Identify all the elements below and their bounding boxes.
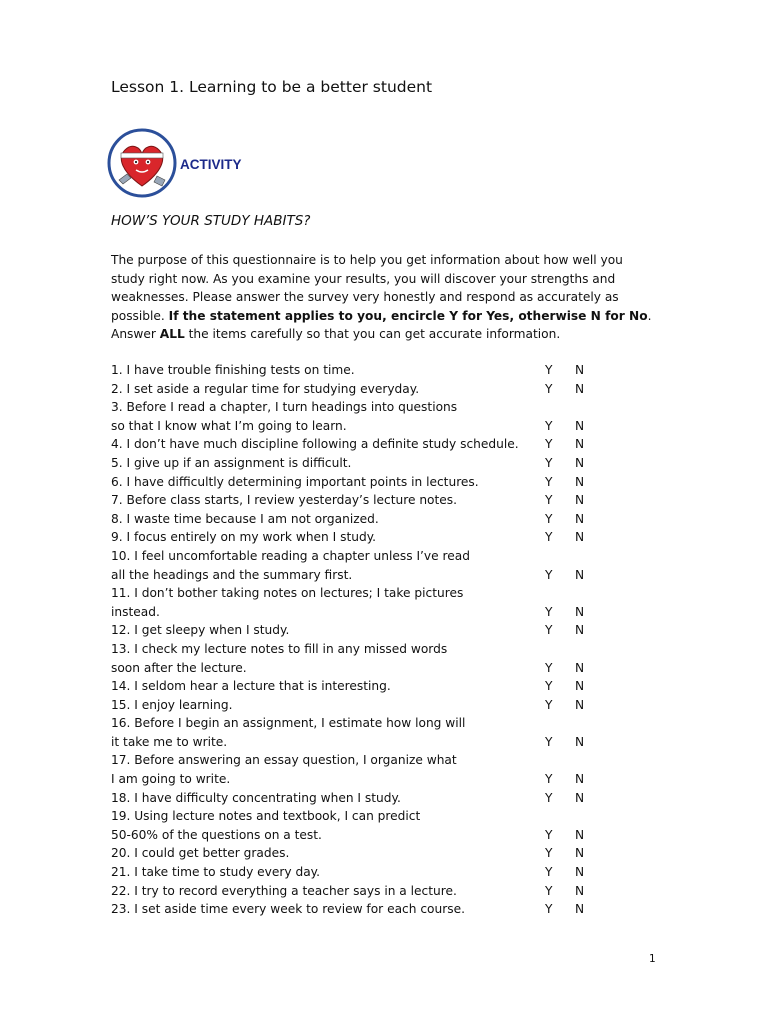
questionnaire-item — [111, 435, 611, 454]
item-statement: 3. Before I read a chapter, I turn headings into questions so that I know what I’m going to learn. — [111, 400, 458, 433]
intro-text-3: the items carefully so that you can get accurate information. — [184, 327, 561, 342]
questionnaire-list — [111, 361, 611, 919]
no-option[interactable]: N — [575, 679, 585, 694]
yes-option[interactable]: Y — [545, 604, 553, 619]
questionnaire-item — [111, 547, 611, 584]
questionnaire-item — [111, 640, 611, 677]
questionnaire-item — [111, 882, 611, 901]
no-option[interactable]: N — [575, 381, 585, 396]
yes-option[interactable]: Y — [545, 865, 553, 880]
no-option[interactable]: N — [575, 604, 585, 619]
yes-option[interactable]: Y — [545, 883, 553, 898]
yes-option[interactable]: Y — [545, 474, 553, 489]
questionnaire-item — [111, 454, 611, 473]
item-statement: 9. I focus entirely on my work when I study. — [111, 530, 377, 545]
questionnaire-item — [111, 361, 611, 380]
questionnaire-item — [111, 380, 611, 399]
yes-option[interactable]: Y — [545, 697, 553, 712]
item-statement: 20. I could get better grades. — [111, 846, 290, 861]
no-option[interactable]: N — [575, 623, 585, 638]
questionnaire-item — [111, 900, 611, 919]
item-statement: 16. Before I begin an assignment, I estimate how long will it take me to write. — [111, 716, 466, 749]
item-statement: 15. I enjoy learning. — [111, 697, 233, 712]
questionnaire-item — [111, 807, 611, 844]
item-statement: 10. I feel uncomfortable reading a chapter unless I’ve read all the headings and the summary first. — [111, 548, 470, 582]
yes-option[interactable]: Y — [545, 363, 553, 377]
no-option[interactable]: N — [575, 734, 585, 749]
yes-option[interactable]: Y — [545, 493, 553, 508]
yes-option[interactable]: Y — [545, 846, 553, 861]
questionnaire-item — [111, 696, 611, 715]
lesson-title: Lesson 1. Learning to be a better student — [111, 78, 433, 96]
no-option[interactable]: N — [575, 455, 585, 470]
item-statement: 1. I have trouble finishing tests on time. — [111, 363, 355, 377]
item-statement: 12. I get sleepy when I study. — [111, 623, 290, 638]
questionnaire-item — [111, 510, 611, 529]
questionnaire-item — [111, 677, 611, 696]
item-statement: 13. I check my lecture notes to fill in any missed words soon after the lecture. — [111, 641, 448, 675]
item-statement: 17. Before answering an essay question, I organize what I am going to write. — [111, 753, 457, 787]
no-option[interactable]: N — [575, 418, 585, 433]
yes-option[interactable]: Y — [545, 660, 553, 675]
intro-text-1: The purpose of this questionnaire is to help you get information about how well you study right now. As you examine your results, you will discover your strengths and weaknesses. Please answer the survey very honestly and respond as accurately as possible. — [111, 253, 623, 323]
item-statement: 14. I seldom hear a lecture that is interesting. — [111, 679, 391, 694]
item-statement: 18. I have difficulty concentrating when I study. — [111, 790, 401, 805]
no-option[interactable]: N — [575, 363, 585, 377]
yes-option[interactable]: Y — [545, 567, 553, 582]
questionnaire-item — [111, 789, 611, 808]
questionnaire-item — [111, 398, 611, 435]
yes-option[interactable]: Y — [545, 790, 553, 805]
no-option[interactable]: N — [575, 567, 585, 582]
item-statement: 8. I waste time because I am not organized. — [111, 511, 379, 526]
item-statement: 6. I have difficultly determining important points in lectures. — [111, 474, 479, 489]
no-option[interactable]: N — [575, 827, 585, 842]
intro-all: ALL — [159, 327, 185, 342]
item-statement: 19. Using lecture notes and textbook, I can predict 50-60% of the questions on a test. — [111, 809, 421, 842]
no-option[interactable]: N — [575, 790, 585, 805]
item-statement: 5. I give up if an assignment is difficult. — [111, 455, 352, 470]
item-statement: 22. I try to record everything a teacher says in a lecture. — [111, 883, 457, 898]
yes-option[interactable]: Y — [545, 902, 553, 917]
no-option[interactable]: N — [575, 846, 585, 861]
no-option[interactable]: N — [575, 493, 585, 508]
yes-option[interactable]: Y — [545, 772, 553, 787]
yes-option[interactable]: Y — [545, 381, 553, 396]
item-statement: 4. I don’t have much discipline following a definite study schedule. — [111, 437, 519, 452]
intro-instruction: If the statement applies to you, encircle Y for Yes, otherwise N for No — [168, 308, 648, 323]
item-statement: 11. I don’t bother taking notes on lectures; I take pictures instead. — [111, 586, 464, 619]
no-option[interactable]: N — [575, 697, 585, 712]
no-option[interactable]: N — [575, 474, 585, 489]
no-option[interactable]: N — [575, 865, 585, 880]
heart-mascot-icon — [107, 128, 177, 198]
item-statement: 23. I set aside time every week to review for each course. — [111, 902, 465, 917]
item-statement: 2. I set aside a regular time for studying everyday. — [111, 381, 420, 396]
yes-option[interactable]: Y — [545, 623, 553, 638]
questionnaire-item — [111, 863, 611, 882]
intro-text-2: . Answer — [111, 308, 652, 342]
questionnaire-item — [111, 714, 611, 751]
item-statement: 21. I take time to study every day. — [111, 865, 321, 880]
page-number: 1 — [649, 953, 656, 965]
questionnaire-item — [111, 528, 611, 547]
questionnaire-item — [111, 584, 611, 621]
no-option[interactable]: N — [575, 883, 585, 898]
yes-option[interactable]: Y — [545, 455, 553, 470]
yes-option[interactable]: Y — [545, 437, 553, 452]
yes-option[interactable]: Y — [545, 530, 553, 545]
yes-option[interactable]: Y — [545, 679, 553, 694]
no-option[interactable]: N — [575, 530, 585, 545]
questionnaire-item — [111, 473, 611, 492]
section-heading: HOW’S YOUR STUDY HABITS? — [111, 213, 311, 229]
questionnaire-item — [111, 621, 611, 640]
questionnaire-item — [111, 491, 611, 510]
yes-option[interactable]: Y — [545, 827, 553, 842]
no-option[interactable]: N — [575, 902, 585, 917]
no-option[interactable]: N — [575, 772, 585, 787]
activity-label: ACTIVITY — [180, 157, 242, 172]
questionnaire-item — [111, 844, 611, 863]
no-option[interactable]: N — [575, 437, 585, 452]
no-option[interactable]: N — [575, 660, 585, 675]
yes-option[interactable]: Y — [545, 511, 553, 526]
intro-paragraph — [111, 251, 656, 344]
questionnaire-item — [111, 751, 611, 788]
no-option[interactable]: N — [575, 511, 585, 526]
yes-option[interactable]: Y — [545, 418, 553, 433]
item-statement: 7. Before class starts, I review yesterday’s lecture notes. — [111, 493, 458, 508]
yes-option[interactable]: Y — [545, 734, 553, 749]
